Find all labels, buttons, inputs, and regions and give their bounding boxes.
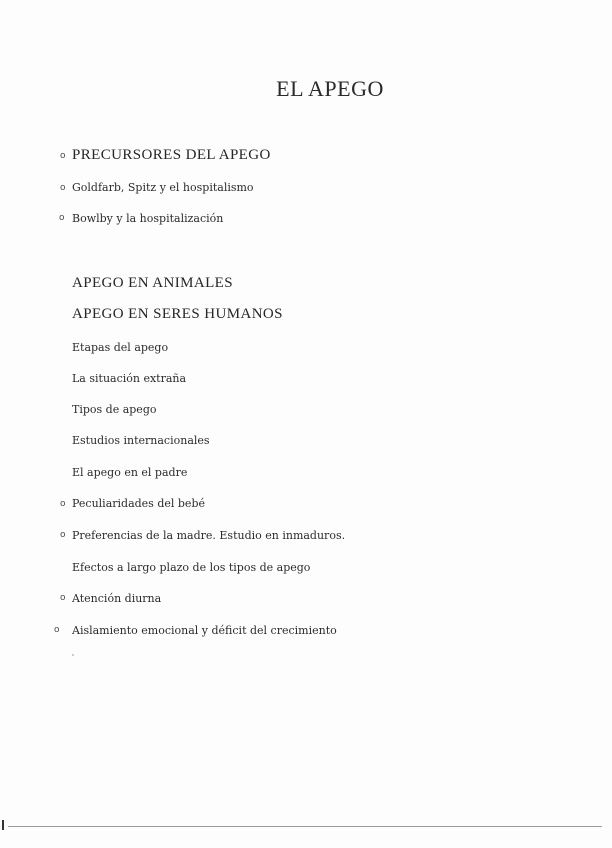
list-item: Goldfarb, Spitz y el hospitalismo [72, 181, 254, 194]
bullet-marker: o [54, 625, 60, 635]
page-title: EL APEGO [276, 76, 384, 101]
list-item: Aislamiento emocional y déficit del crecimiento [72, 624, 337, 637]
corner-mark [2, 820, 4, 830]
scan-speck [72, 654, 74, 656]
list-item: Peculiaridades del bebé [72, 497, 205, 510]
list-item: Tipos de apego [72, 403, 157, 416]
bottom-edge-line [8, 826, 602, 827]
list-item: Efectos a largo plazo de los tipos de apego [72, 561, 311, 574]
list-item: La situación extraña [72, 372, 187, 385]
section-heading-animales: APEGO EN ANIMALES [72, 275, 233, 291]
bullet-marker: o [60, 183, 66, 193]
bullet-marker: o [60, 499, 66, 509]
list-item: Atención diurna [72, 592, 162, 605]
bullet-marker: o [60, 593, 66, 603]
list-item: Etapas del apego [72, 341, 169, 354]
bullet-marker: o [59, 213, 65, 223]
list-item: El apego en el padre [72, 466, 188, 479]
bullet-marker: o [60, 151, 66, 161]
section-heading-precursores: PRECURSORES DEL APEGO [72, 147, 271, 163]
list-item: Preferencias de la madre. Estudio en inmaduros. [72, 529, 346, 542]
section-heading-humanos: APEGO EN SERES HUMANOS [72, 306, 283, 322]
list-item: Bowlby y la hospitalización [72, 212, 224, 225]
list-item: Estudios internacionales [72, 434, 210, 447]
bullet-marker: o [60, 530, 66, 540]
